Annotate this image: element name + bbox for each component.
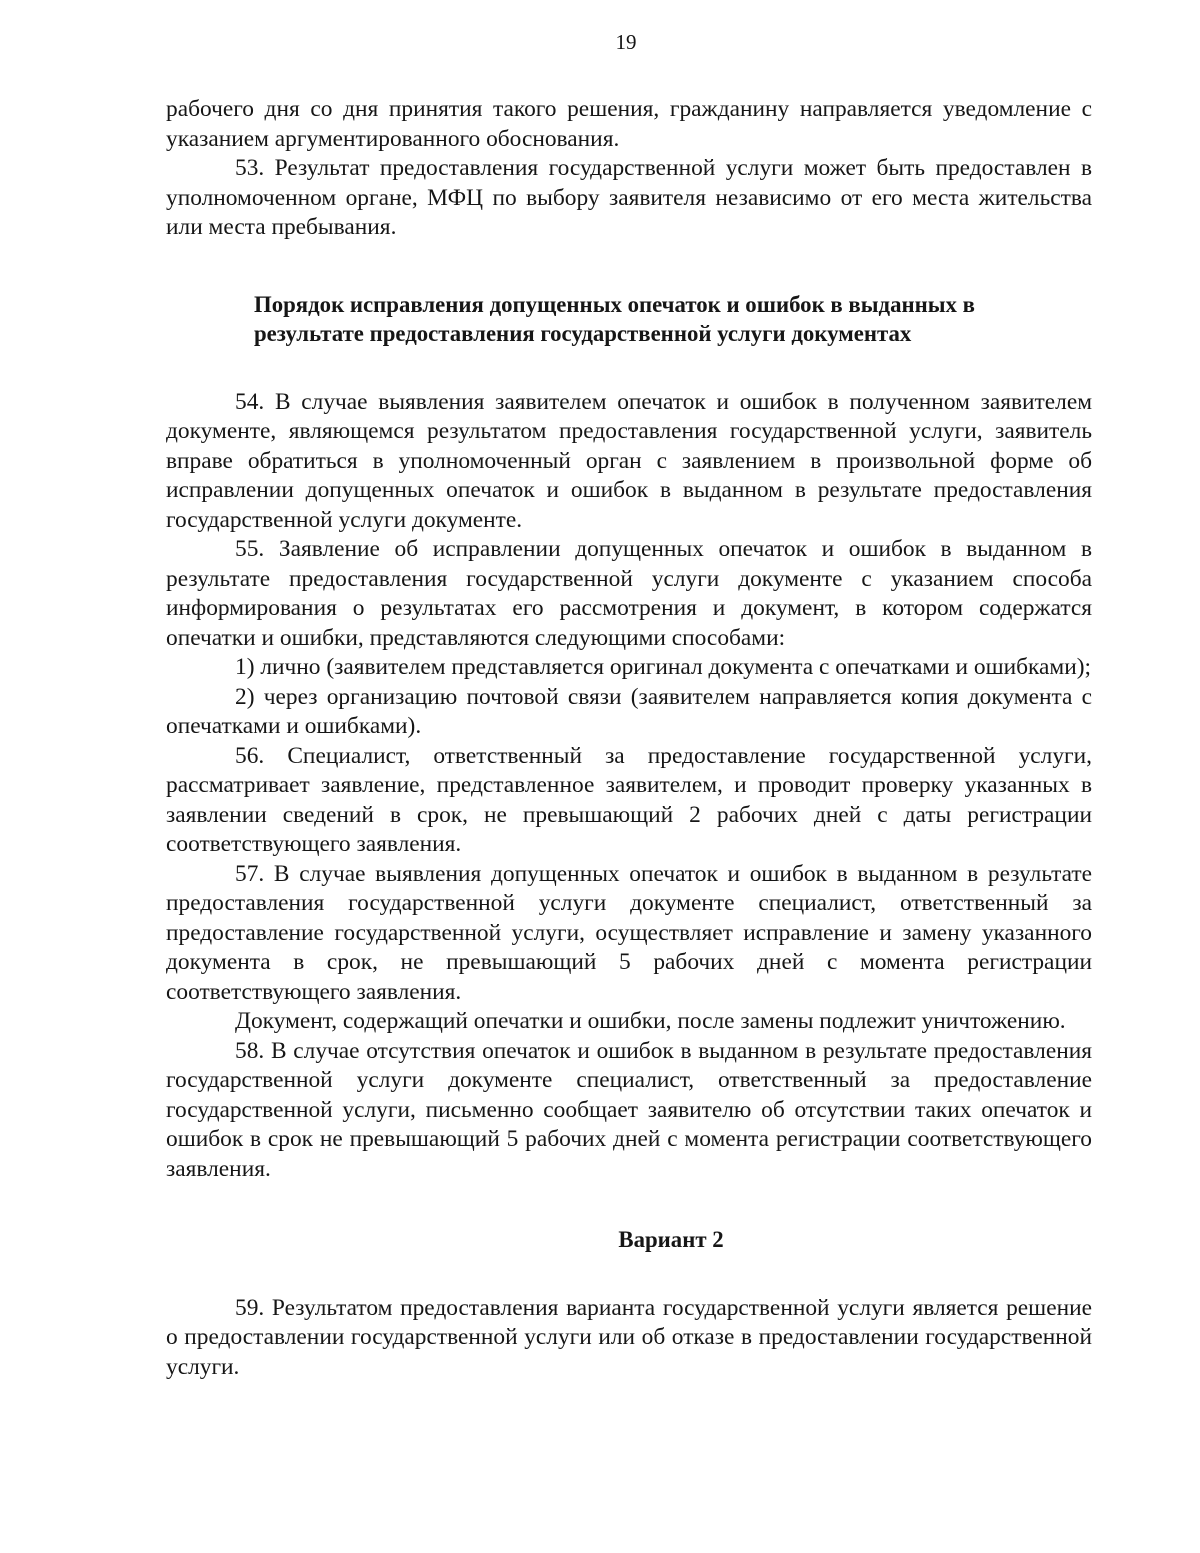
document-body [166,95,1092,1382]
paragraph-57-note: Документ, содержащий опечатки и ошибки, после замены подлежит уничтожению. [235,1008,1066,1034]
paragraph-54: 54. В случае выявления заявителем опечаток и ошибок в полученном заявителем документе, являющемся результатом предоставления государственной услуги, заявитель вправе обратиться в уполномоченный орган с заявлением в произвольной форме об исправлении допущенных опечаток и ошибок в выданном в результате предоставления государственной услуги документе. [166,388,1092,533]
section-heading-variant-2 [166,1225,1092,1255]
paragraph-55-item-2: 2) через организацию почтовой связи (заявителем направляется копия документа с опечатками и ошибками). [166,683,1092,739]
paragraph-55: 55. Заявление об исправлении допущенных опечаток и ошибок в выданном в результате предоставления государственной услуги документе с указанием способа информирования о результатах его рассмотрения и документ, в котором содержатся опечатки и ошибки, представляются следующими способами: [166,536,1092,651]
section-heading-typo-correction: Порядок исправления допущенных опечаток и ошибок в выданных в результате предоставления государственной услуги документах [254,291,975,346]
section-heading-variant-2-text: Вариант 2 [618,1227,724,1252]
paragraph-59: 59. Результатом предоставления варианта государственной услуги является решение о предоставлении государственной услуги или об отказе в предоставлении государственной услуги. [166,1294,1092,1380]
paragraph-57: 57. В случае выявления допущенных опечаток и ошибок в выданном в результате предоставления государственной услуги документе специалист, ответственный за предоставление государственной услуги, осуществляет исправление и замену указанного документа в срок, не превышающий 5 рабочих дней с момента регистрации соответствующего заявления. [166,860,1092,1005]
paragraph-continuation: рабочего дня со дня принятия такого решения, гражданину направляется уведомление с указанием аргументированного обоснования. [166,96,1092,152]
paragraph-56: 56. Специалист, ответственный за предоставление государственной услуги, рассматривает заявление, представленное заявителем, и проводит проверку указанных в заявлении сведений в срок, не превышающий 2 рабочих дней с даты регистрации соответствующего заявления. [166,742,1092,857]
paragraph-58: 58. В случае отсутствия опечаток и ошибок в выданном в результате предоставления государственной услуги документе специалист, ответственный за предоставление государственной услуги, письменно сообщает заявителю об отсутствии таких опечаток и ошибок в срок не превышающий 5 рабочих дней с момента регистрации соответствующего заявления. [166,1037,1092,1182]
paragraph-53: 53. Результат предоставления государственной услуги может быть предоставлен в уполномоченном органе, МФЦ по выбору заявителя независимо от его места жительства или места пребывания. [166,155,1092,240]
page-number: 19 [615,30,637,54]
paragraph-55-item-1: 1) лично (заявителем представляется оригинал документа с опечатками и ошибками); [235,654,1092,680]
